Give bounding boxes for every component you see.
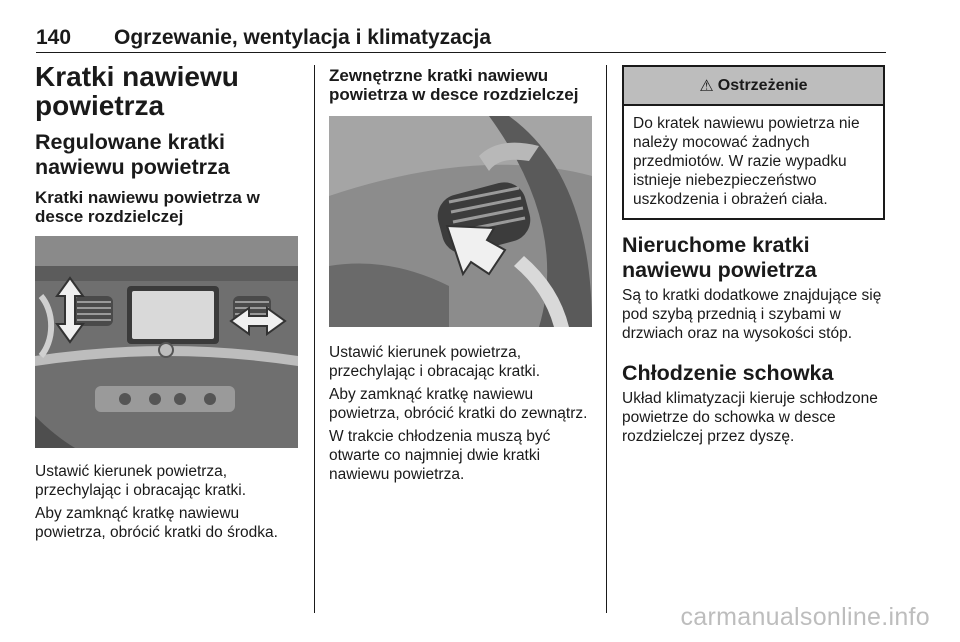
paragraph: Aby zamknąć kratkę nawiewu powietrza, obrócić kratki do środka. — [35, 505, 278, 541]
column-left — [35, 62, 303, 546]
page-header — [36, 22, 886, 53]
section-title: Kratki nawiewu powietrza — [35, 61, 239, 121]
subsubsection-title: Zewnętrzne kratki nawiewu powietrza w desce rozdzielczej — [329, 66, 579, 104]
subsubsection-title: Kratki nawiewu powietrza w desce rozdzielczej — [35, 188, 260, 226]
chapter-title: Ogrzewanie, wentylacja i klimatyzacja — [114, 26, 492, 49]
column-divider — [606, 65, 607, 613]
column-middle — [329, 62, 595, 488]
paragraph: Układ klimatyzacji kieruje schłodzone powietrze do schowka w desce rozdzielczej przez dyszę. — [622, 390, 878, 445]
paragraph: Ustawić kierunek powietrza, przechylając i obracając kratki. — [329, 344, 541, 380]
subsection-title: Nieruchome kratki nawiewu powietrza — [622, 233, 817, 282]
paragraph: Są to kratki dodatkowe znajdujące się pod szybą przednią i szybami w drzwiach oraz na wysokości stóp. — [622, 287, 882, 342]
column-right — [622, 62, 887, 450]
subsection-title: Regulowane kratki nawiewu powietrza — [35, 130, 230, 179]
paragraph: Aby zamknąć kratkę nawiewu powietrza, obrócić kratki do zewnątrz. — [329, 386, 588, 422]
watermark: carmanualsonline.info — [680, 603, 930, 631]
subsection-title: Chłodzenie schowka — [622, 361, 834, 385]
page-number: 140 — [36, 26, 72, 49]
warning-box — [622, 65, 885, 220]
warning-icon: ⚠ — [699, 77, 714, 95]
warning-text: Do kratek nawiewu powietrza nie należy mocować żadnych przedmiotów. W razie wypadku istnieje niebezpieczeństwo uszkodzenia i obrażeń ciała. — [633, 115, 860, 208]
column-divider — [314, 65, 315, 613]
paragraph: Ustawić kierunek powietrza, przechylając i obracając kratki. — [35, 463, 247, 499]
warning-header — [624, 67, 883, 106]
side-vent-illustration — [329, 116, 592, 327]
center-vents-illustration — [35, 236, 298, 448]
paragraph: W trakcie chłodzenia muszą być otwarte co najmniej dwie kratki nawiewu powietrza. — [329, 428, 551, 483]
warning-title: Ostrzeżenie — [717, 76, 808, 94]
